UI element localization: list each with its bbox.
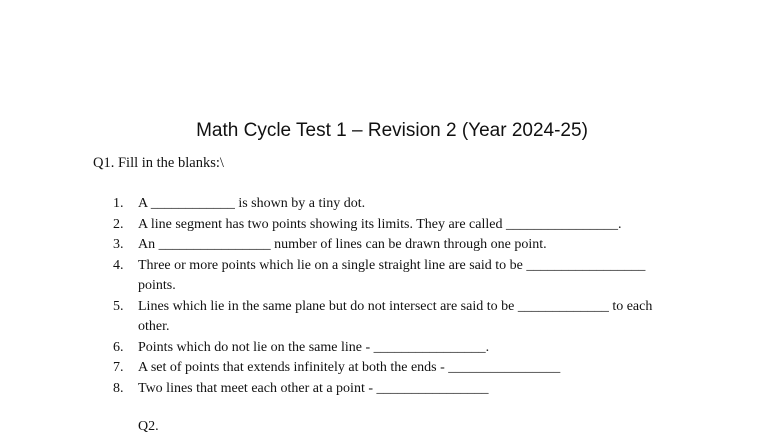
question-2-label: Q2. (138, 419, 159, 434)
item-text: Points which do not lie on the same line - ________________. (138, 339, 490, 355)
list-item (0, 358, 678, 379)
item-number: 4. (113, 257, 124, 273)
list-item (0, 338, 678, 359)
item-text: A set of points that extends infinitely at both the ends - ________________ (138, 360, 561, 375)
page-title: Math Cycle Test 1 – Revision 2 (Year 2024-25) (196, 120, 588, 141)
item-number: 7. (113, 360, 124, 375)
item-number: 5. (113, 298, 124, 314)
list-item (0, 256, 678, 297)
list-item (0, 235, 678, 256)
item-text: A line segment has two points showing its limits. They are called ________________. (138, 216, 622, 232)
question-1-heading: Q1. Fill in the blanks:\ (93, 155, 224, 171)
item-number: 1. (113, 196, 124, 211)
item-text: An ________________ number of lines can be drawn through one point. (138, 237, 547, 252)
item-number: 6. (113, 339, 124, 355)
list-item (0, 379, 678, 400)
item-text: Two lines that meet each other at a point - ________________ (138, 380, 489, 396)
list-item (0, 194, 678, 215)
fill-in-blanks-list (0, 194, 784, 399)
item-text: Three or more points which lie on a single straight line are said to be _________________ points. (138, 257, 646, 293)
item-text: A ____________ is shown by a tiny dot. (138, 196, 366, 211)
list-item (0, 297, 678, 338)
list-item (0, 215, 678, 236)
item-number: 2. (113, 216, 124, 232)
item-number: 3. (113, 237, 124, 252)
item-text: Lines which lie in the same plane but do not intersect are said to be _____________ to each other. (138, 298, 653, 334)
item-number: 8. (113, 380, 124, 396)
